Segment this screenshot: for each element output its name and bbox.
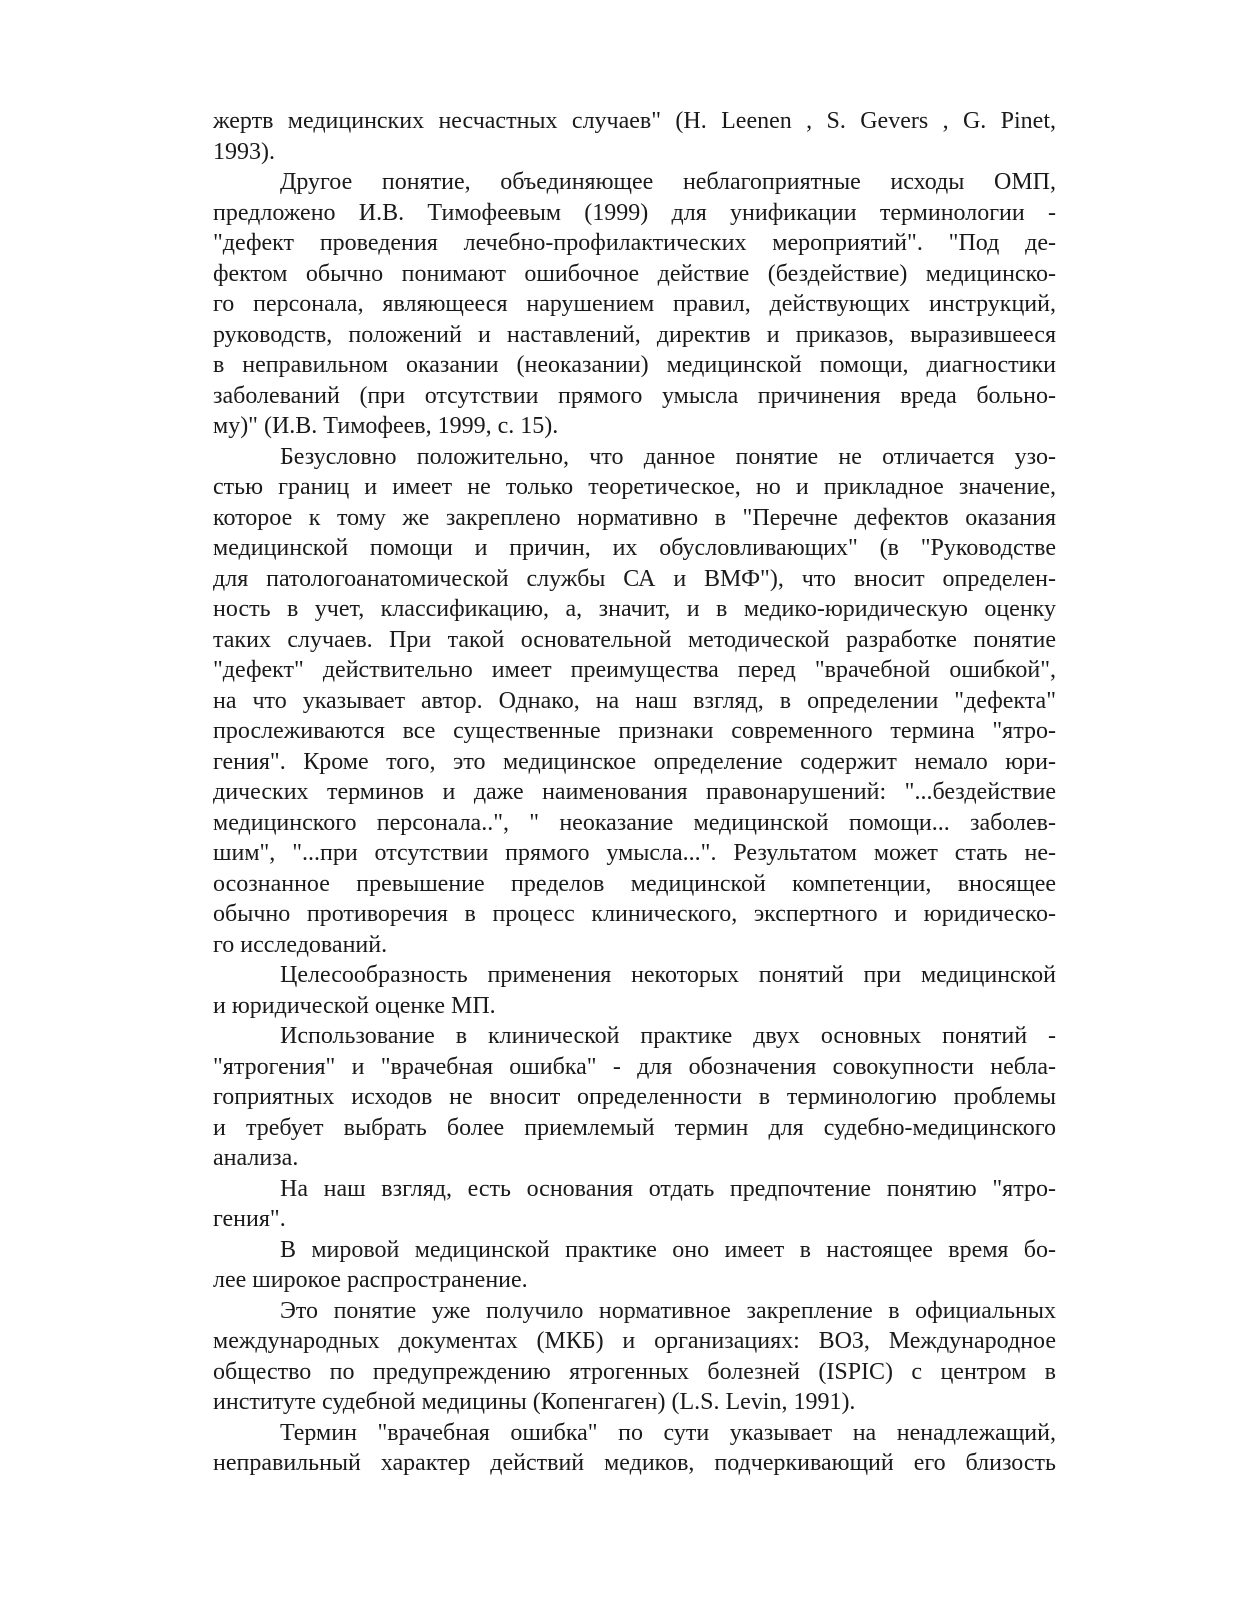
text-line: медицинской помощи и причин, их обусловливающих" (в "Руководстве [213, 535, 1056, 561]
text-line: "дефект" действительно имеет преимущества перед "врачебной ошибкой", [213, 657, 1056, 683]
paragraph [213, 1174, 1056, 1235]
text-line: и требует выбрать более приемлемый термин для судебно-медицинского [213, 1114, 1056, 1141]
text-line: фектом обычно понимают ошибочное действие (бездействие) медицинско- [213, 260, 1056, 287]
text-line: Использование в клинической практике двух основных понятий - [280, 1023, 1056, 1049]
text-line: Другое понятие, объединяющее неблагоприятные исходы ОМП, [280, 169, 1056, 195]
text-line: шим", "...при отсутствии прямого умысла...". Результатом может стать не- [213, 840, 1056, 866]
text-line: заболеваний (при отсутствии прямого умысла причинения вреда больно- [213, 382, 1056, 409]
paragraph [213, 106, 1056, 167]
text-line: которое к тому же закреплено нормативно в "Перечне дефектов оказания [213, 504, 1056, 531]
text-line: го персонала, являющееся нарушением правил, действующих инструкций, [213, 291, 1056, 317]
text-line: Это понятие уже получило нормативное закрепление в официальных [280, 1297, 1056, 1324]
text-line: В мировой медицинской практике оно имеет в настоящее время бо- [280, 1236, 1056, 1263]
document-page [213, 106, 1056, 1479]
text-line: предложено И.В. Тимофеевым (1999) для унификации терминологии - [213, 199, 1056, 226]
text-line: гоприятных исходов не вносит определенности в терминологию проблемы [213, 1084, 1056, 1110]
text-line: осознанное превышение пределов медицинской компетенции, вносящее [213, 870, 1056, 897]
paragraph [213, 442, 1056, 961]
text-line: Безусловно положительно, что данное понятие не отличается узо- [280, 443, 1056, 470]
text-line: и юридической оценке МП. [213, 992, 496, 1019]
text-line: в неправильном оказании (неоказании) медицинской помощи, диагностики [213, 352, 1056, 378]
text-line: Термин "врачебная ошибка" по сути указывает на ненадлежащий, [280, 1419, 1056, 1446]
text-line: на что указывает автор. Однако, на наш взгляд, в определении "дефекта" [213, 687, 1056, 714]
text-line: му)" (И.В. Тимофеев, 1999, с. 15). [213, 413, 559, 439]
text-line: 1993). [213, 138, 275, 165]
text-line: жертв медицинских несчастных случаев" (H. Leenen , S. Gevers , G. Pinet, [213, 108, 1056, 134]
text-line: для патологоанатомической службы СА и ВМФ"), что вносит определен- [213, 565, 1056, 592]
paragraph [213, 960, 1056, 1021]
text-line: "ятрогения" и "врачебная ошибка" - для обозначения совокупности небла- [213, 1053, 1056, 1080]
text-line: ность в учет, классификацию, а, значит, и в медико-юридическую оценку [213, 596, 1056, 622]
text-line: гения". Кроме того, это медицинское определение содержит немало юри- [213, 748, 1056, 775]
text-line: медицинского персонала..", " неоказание медицинской помощи... заболев- [213, 809, 1056, 836]
text-line: На наш взгляд, есть основания отдать предпочтение понятию "ятро- [280, 1175, 1056, 1202]
text-line: Целесообразность применения некоторых понятий при медицинской [280, 962, 1056, 988]
text-line: прослеживаются все существенные признаки современного термина "ятро- [213, 718, 1056, 744]
text-line: руководств, положений и наставлений, директив и приказов, выразившееся [213, 321, 1056, 348]
text-line: обычно противоречия в процесс клинического, экспертного и юридическо- [213, 901, 1056, 927]
text-line: го исследований. [213, 931, 388, 958]
paragraph [213, 1418, 1056, 1479]
text-line: общество по предупреждению ятрогенных болезней (ISPIC) с центром в [213, 1358, 1056, 1385]
text-line: международных документах (МКБ) и организациях: ВОЗ, Международное [213, 1328, 1056, 1354]
paragraph [213, 1021, 1056, 1174]
text-line: стью границ и имеет не только теоретическое, но и прикладное значение, [213, 474, 1056, 500]
text-line: неправильный характер действий медиков, подчеркивающий его близость [213, 1450, 1056, 1476]
paragraph [213, 167, 1056, 442]
document-body [213, 106, 1056, 1479]
paragraph [213, 1235, 1056, 1296]
text-line: "дефект проведения лечебно-профилактических мероприятий". "Под де- [213, 230, 1056, 256]
text-line: гения". [213, 1206, 286, 1232]
text-line: дических терминов и даже наименования правонарушений: "...бездействие [213, 779, 1056, 805]
text-line: лее широкое распространение. [213, 1267, 528, 1293]
text-line: анализа. [213, 1145, 299, 1171]
paragraph [213, 1296, 1056, 1418]
text-line: таких случаев. При такой основательной методической разработке понятие [213, 626, 1056, 653]
text-line: институте судебной медицины (Копенгаген) (L.S. Levin, 1991). [213, 1389, 856, 1415]
